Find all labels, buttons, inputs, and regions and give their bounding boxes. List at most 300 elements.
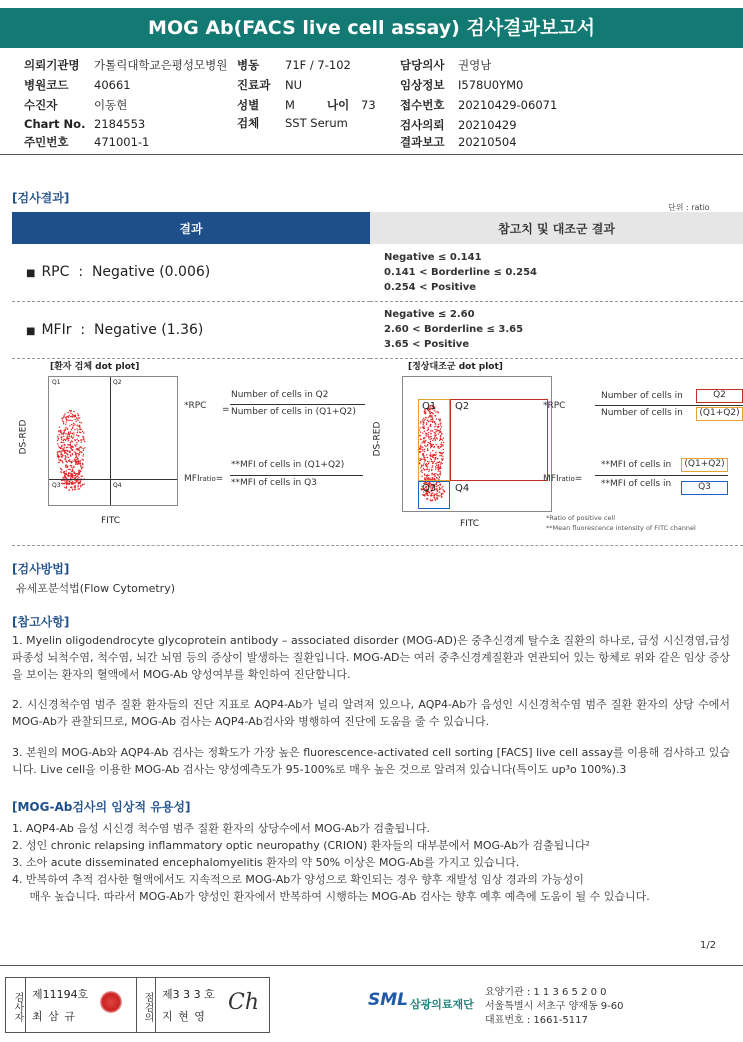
list-item: 매우 높습니다. 따라서 MOG-Ab가 양성인 환자에서 반복하여 시행하는 MOG-Ab 검사는 향후 예후 예측에 도움이 될 수 있습니다. xyxy=(12,890,650,903)
dot-mark xyxy=(61,437,62,438)
utility-list xyxy=(12,820,732,905)
dot-mark xyxy=(82,431,83,432)
dot-mark xyxy=(64,414,65,415)
sex: M xyxy=(285,98,295,112)
dot-mark xyxy=(76,459,77,460)
dot-mark xyxy=(72,433,73,434)
dot-mark xyxy=(78,426,79,427)
rpc-value: Negative (0.006) xyxy=(91,264,211,281)
dot-mark xyxy=(78,435,79,436)
dot-mark xyxy=(78,415,79,416)
reviewer-no: 제3 3 3 호 xyxy=(162,988,215,1001)
dot-mark xyxy=(65,452,66,453)
dot-mark xyxy=(69,415,70,416)
dot-mark xyxy=(60,460,61,461)
dot-mark xyxy=(66,470,67,471)
dot-mark xyxy=(68,440,69,441)
dot-mark xyxy=(73,411,74,412)
dot-mark xyxy=(80,446,81,447)
q1-label: Q1 xyxy=(52,379,61,386)
dot-mark xyxy=(74,440,75,441)
dot-mark xyxy=(84,447,85,448)
dot-mark xyxy=(67,466,68,467)
doctor-label: 담당의사 xyxy=(400,58,445,72)
dot-mark xyxy=(64,487,65,488)
dot-mark xyxy=(76,442,77,443)
dot-mark xyxy=(72,454,73,455)
doctor: 권영남 xyxy=(458,58,492,72)
dot-mark xyxy=(75,415,76,416)
reviewer-name: 지 현 영 xyxy=(162,1010,206,1023)
dot-mark xyxy=(75,489,76,490)
dot-mark xyxy=(61,433,62,434)
dot-mark xyxy=(66,421,67,422)
dot-mark xyxy=(83,448,84,449)
dot-mark xyxy=(67,428,68,429)
dot-mark xyxy=(71,483,72,484)
footnote-1: *Ratio of positive cell xyxy=(546,514,616,522)
footer-divider xyxy=(0,965,743,966)
dot-mark xyxy=(67,444,68,445)
dot-mark xyxy=(77,488,78,489)
company-info xyxy=(485,986,624,1028)
dot-mark xyxy=(83,450,84,451)
dot-mark xyxy=(69,425,70,426)
report-label: 결과보고 xyxy=(400,135,445,149)
utility-section-title: [MOG-Ab검사의 임상적 유용성] xyxy=(12,800,191,814)
dot-mark xyxy=(59,451,60,452)
report-title: MOG Ab(FACS live cell assay) 검사결과보고서 xyxy=(0,8,743,48)
dot-mark xyxy=(71,471,72,472)
dot-mark xyxy=(65,433,66,434)
dot-mark xyxy=(73,434,74,435)
dot-mark xyxy=(70,476,71,477)
dot-mark xyxy=(61,469,62,470)
dot-mark xyxy=(78,450,79,451)
dot-mark xyxy=(71,467,72,468)
dot-mark xyxy=(73,483,74,484)
dot-mark xyxy=(64,429,65,430)
dot-mark xyxy=(80,485,81,486)
dot-mark xyxy=(65,482,66,483)
table-row xyxy=(12,244,743,301)
dot-mark xyxy=(63,417,64,418)
dot-mark xyxy=(70,461,71,462)
mfir-name: MFIr xyxy=(41,321,72,338)
dot-mark xyxy=(61,450,62,451)
ward-label: 병동 xyxy=(237,58,260,72)
mfi-denominator: **MFI of cells in Q3 xyxy=(231,478,317,488)
chart-label: Chart No. xyxy=(24,117,86,131)
dot-mark xyxy=(70,411,71,412)
dot-mark xyxy=(77,425,78,426)
dot-mark xyxy=(61,456,62,457)
dot-mark xyxy=(73,467,74,468)
dot-mark xyxy=(75,461,76,462)
dot-mark xyxy=(80,466,81,467)
dot-mark xyxy=(71,487,72,488)
dot-mark xyxy=(72,453,73,454)
mfir-ref-positive: 3.65 < Positive xyxy=(384,339,470,350)
mfir-sep: : xyxy=(80,321,86,338)
dot-mark xyxy=(70,454,71,455)
q4-label: Q4 xyxy=(113,482,122,489)
dot-mark xyxy=(76,428,77,429)
mfi-formula-label: MFIratio= xyxy=(184,474,224,484)
rpc-reference xyxy=(370,244,743,301)
dot-mark xyxy=(62,455,63,456)
dot-mark xyxy=(63,423,64,424)
dot-mark xyxy=(70,431,71,432)
dot-mark xyxy=(70,413,71,414)
dot-mark xyxy=(58,459,59,460)
dot-mark xyxy=(81,439,82,440)
patient-name: 이동현 xyxy=(94,98,128,112)
dot-mark xyxy=(77,432,78,433)
q1-label: Q1 xyxy=(422,401,437,412)
dot-mark xyxy=(73,461,74,462)
dot-mark xyxy=(78,482,79,483)
dot-mark xyxy=(77,449,78,450)
dot-mark xyxy=(81,468,82,469)
dot-mark xyxy=(77,486,78,487)
dot-mark xyxy=(80,462,81,463)
dot-mark xyxy=(82,455,83,456)
dot-mark xyxy=(78,485,79,486)
dot-mark xyxy=(72,446,73,447)
dot-mark xyxy=(71,441,72,442)
rpc-denominator: Number of cells in (Q1+Q2) xyxy=(231,407,356,417)
dot-mark xyxy=(78,463,79,464)
id-no: 471001-1 xyxy=(94,135,150,149)
dot-mark xyxy=(69,481,70,482)
dot-mark xyxy=(60,432,61,433)
dot-mark xyxy=(71,448,72,449)
dot-mark xyxy=(58,462,59,463)
list-item: 1. AQP4-Ab 음성 시신경 척수염 범주 질환 환자의 상당수에서 MOG-Ab가 검출됩니다. xyxy=(12,822,430,835)
ctrl-rpc-num-prefix: Number of cells in xyxy=(601,391,683,401)
chart-no: 2184553 xyxy=(94,117,146,131)
dot-mark xyxy=(82,463,83,464)
dot-mark xyxy=(66,419,67,420)
dot-mark xyxy=(67,454,68,455)
control-dot-plot xyxy=(372,376,540,529)
dot-mark xyxy=(66,486,67,487)
dot-mark xyxy=(57,437,58,438)
dot-mark xyxy=(77,420,78,421)
dot-mark xyxy=(75,464,76,465)
dot-mark xyxy=(60,447,61,448)
specimen: SST Serum xyxy=(285,116,348,130)
method-section-title: [검사방법] xyxy=(12,562,70,576)
dot-mark xyxy=(66,453,67,454)
dot-mark xyxy=(79,452,80,453)
hospital-code-label: 병원코드 xyxy=(24,78,69,92)
dot-mark xyxy=(65,440,66,441)
age: 73 xyxy=(361,98,376,112)
dot-mark xyxy=(84,441,85,442)
mfi-label: MFI xyxy=(543,474,559,484)
sex-label: 성별 xyxy=(237,98,260,112)
rpc-formula-label: *RPC xyxy=(184,401,207,411)
q3-label: Q3 xyxy=(422,483,437,494)
control-plot-title: [정상대조군 dot plot] xyxy=(408,362,503,372)
x-axis-label: FITC xyxy=(101,516,121,526)
reference-para-2: 2. 시신경척수염 범주 질환 환자들의 진단 지표로 AQP4-Ab가 널리 알려져 있으나, AQP4-Ab가 음성인 시신경척수염 범주 질환 환자의 상당 수에서 MOG-Ab가 관찰되므로, MOG-Ab 검사는 AQP4-Ab검사와 병행하여 진단에 도움을 줄 수 있습니다. xyxy=(12,698,730,728)
dot-mark xyxy=(76,480,77,481)
dot-mark xyxy=(80,428,81,429)
dot-mark xyxy=(68,490,69,491)
dot-mark xyxy=(65,417,66,418)
dot-mark xyxy=(70,442,71,443)
dot-mark xyxy=(68,436,69,437)
dot-mark xyxy=(74,471,75,472)
dot-mark xyxy=(68,438,69,439)
dot-mark xyxy=(65,450,66,451)
specimen-label: 검체 xyxy=(237,116,260,130)
dot-mark xyxy=(68,469,69,470)
list-item: 4. 반복하여 추적 검사한 혈액에서도 지속적으로 MOG-Ab가 양성으로 확인되는 경우 향후 재발성 임상 경과의 가능성이 xyxy=(12,873,584,886)
rpc-ref-negative: Negative ≤ 0.141 xyxy=(384,251,482,263)
dot-mark xyxy=(80,482,81,483)
q2-label: Q2 xyxy=(113,379,122,386)
dot-mark xyxy=(66,474,67,475)
results-table xyxy=(12,212,743,359)
dot-mark xyxy=(79,483,80,484)
fraction-line xyxy=(230,475,363,476)
y-axis-label: DS-RED xyxy=(18,419,29,455)
reference-section-title: [참고사항] xyxy=(12,615,70,629)
dot-mark xyxy=(72,469,73,470)
dot-mark xyxy=(77,413,78,414)
dot-mark xyxy=(82,467,83,468)
dot-mark xyxy=(84,483,85,484)
mfi-sub: ratio xyxy=(199,475,216,483)
dot-mark xyxy=(61,453,62,454)
rpc-result xyxy=(12,244,370,301)
dot-mark xyxy=(71,420,72,421)
dot-mark xyxy=(69,451,70,452)
receipt-label: 접수번호 xyxy=(400,98,445,112)
dot-mark xyxy=(59,456,60,457)
dot-mark xyxy=(79,488,80,489)
dot-mark xyxy=(83,439,84,440)
dot-mark xyxy=(78,477,79,478)
dot-mark xyxy=(66,483,67,484)
dot-mark xyxy=(77,430,78,431)
mfir-value: Negative (1.36) xyxy=(94,321,204,338)
dot-mark xyxy=(73,432,74,433)
dot-mark xyxy=(58,457,59,458)
dot-mark xyxy=(65,467,66,468)
ctrl-rpc-numerator xyxy=(601,391,683,401)
dot-mark xyxy=(75,446,76,447)
rpc-sep: : xyxy=(78,264,84,281)
header-divider xyxy=(0,154,743,155)
col-reference: 참고치 및 대조군 결과 xyxy=(370,212,743,244)
dot-mark xyxy=(65,476,66,477)
dot-mark xyxy=(71,435,72,436)
dot-mark xyxy=(58,451,59,452)
dot-mark xyxy=(77,476,78,477)
q3-label: Q3 xyxy=(52,482,61,489)
dot-mark xyxy=(62,417,63,418)
ctrl-mfi-q1q2-box: (Q1+Q2) xyxy=(681,458,728,472)
dot-mark xyxy=(75,419,76,420)
hospital-code: 40661 xyxy=(94,78,131,92)
dot-mark xyxy=(76,434,77,435)
rpc-numerator: Number of cells in Q2 xyxy=(231,390,329,400)
clinical-label: 임상정보 xyxy=(400,78,445,92)
dot-mark xyxy=(63,442,64,443)
ctrl-rpc-denominator: Number of cells in xyxy=(601,408,683,418)
q2-label: Q2 xyxy=(455,401,470,412)
examiner-label: 검사자 xyxy=(6,978,26,1032)
ctrl-mfi-numerator: **MFI of cells in xyxy=(601,460,672,470)
dot-mark xyxy=(83,454,84,455)
company-name: 삼광의료재단 xyxy=(410,998,474,1011)
x-axis-label: FITC xyxy=(460,519,480,529)
dot-mark xyxy=(62,462,63,463)
dot-mark xyxy=(63,440,64,441)
table-header xyxy=(12,212,743,244)
fraction-line xyxy=(230,404,365,405)
dot-mark xyxy=(60,468,61,469)
dot-mark xyxy=(83,459,84,460)
dot-mark xyxy=(74,424,75,425)
dot-mark xyxy=(77,453,78,454)
list-item: 2. 성인 chronic relapsing inflammatory optic neuropathy (CRION) 환자들의 대부분에서 MOG-Ab가 검출됩니다² xyxy=(12,839,590,852)
dot-mark xyxy=(72,475,73,476)
dot-mark xyxy=(73,423,74,424)
rpc-ref-borderline: 0.141 < Borderline ≤ 0.254 xyxy=(384,266,537,278)
dot-mark xyxy=(75,457,76,458)
dot-mark xyxy=(78,440,79,441)
dot-mark xyxy=(78,473,79,474)
mfir-ref-negative: Negative ≤ 2.60 xyxy=(384,309,475,320)
dot-mark xyxy=(70,420,71,421)
mfi-label: MFI xyxy=(184,474,200,484)
dot-mark xyxy=(79,447,80,448)
patient-dot-plot xyxy=(18,376,186,528)
institution: 가톨릭대학교은평성모병원 xyxy=(94,58,228,72)
dot-mark xyxy=(72,481,73,482)
dot-mark xyxy=(66,456,67,457)
dot-mark xyxy=(57,436,58,437)
dept: NU xyxy=(285,78,303,92)
dot-mark xyxy=(69,459,70,460)
age-label: 나이 xyxy=(327,98,350,112)
col-result: 결과 xyxy=(12,212,370,244)
dot-mark xyxy=(65,456,66,457)
company-phone: 대표번호 : 1661-5117 xyxy=(485,1015,588,1026)
dot-mark xyxy=(64,480,65,481)
rpc-ref-positive: 0.254 < Positive xyxy=(384,281,477,293)
dot-mark xyxy=(75,462,76,463)
dot-mark xyxy=(81,442,82,443)
dot-mark xyxy=(79,422,80,423)
dot-mark xyxy=(81,485,82,486)
dot-mark xyxy=(80,460,81,461)
dot-mark xyxy=(69,452,70,453)
signature: Ch xyxy=(228,990,260,1015)
ctrl-q1q2-box: (Q1+Q2) xyxy=(696,407,743,421)
dot-mark xyxy=(61,448,62,449)
dot-mark xyxy=(74,429,75,430)
dot-mark xyxy=(57,443,58,444)
request-label: 검사의뢰 xyxy=(400,118,445,132)
fraction-line xyxy=(595,475,728,476)
results-section-title: [검사결과] xyxy=(12,191,70,205)
dot-mark xyxy=(63,439,64,440)
dot-mark xyxy=(65,465,66,466)
dot-mark xyxy=(83,438,84,439)
dot-mark xyxy=(72,414,73,415)
dot-mark xyxy=(67,420,68,421)
dot-mark xyxy=(76,444,77,445)
patient-label: 수진자 xyxy=(24,98,58,112)
examiner-name: 최 삼 규 xyxy=(32,1010,76,1023)
dot-mark xyxy=(68,472,69,473)
dot-mark xyxy=(65,427,66,428)
dot-mark xyxy=(73,466,74,467)
rpc-name: RPC xyxy=(41,264,70,281)
dot-mark xyxy=(70,475,71,476)
ctrl-rpc-label: *RPC xyxy=(543,401,566,411)
bullet-icon: ■ xyxy=(26,268,36,280)
dot-mark xyxy=(60,430,61,431)
ctrl-mfi-denominator: **MFI of cells in xyxy=(601,479,672,489)
dot-mark xyxy=(80,470,81,471)
dept-label: 진료과 xyxy=(237,78,271,92)
id-label: 주민번호 xyxy=(24,135,69,149)
quadrant-h-line xyxy=(49,479,177,480)
dot-mark xyxy=(68,432,69,433)
dot-mark xyxy=(63,436,64,437)
dot-mark xyxy=(68,475,69,476)
mfir-ref-borderline: 2.60 < Borderline ≤ 3.65 xyxy=(384,324,524,335)
dot-mark xyxy=(70,433,71,434)
reviewer-label: 점검의 xyxy=(136,978,156,1032)
bullet-icon: ■ xyxy=(26,325,36,337)
dot-mark xyxy=(82,476,83,477)
dot-mark xyxy=(83,436,84,437)
dot-mark xyxy=(72,450,73,451)
dot-mark xyxy=(83,432,84,433)
dot-mark xyxy=(76,473,77,474)
dot-mark xyxy=(79,461,80,462)
footnote-2: **Mean fluorescence intensity of FITC channel xyxy=(546,524,696,532)
reference-para-1: 1. Myelin oligodendrocyte glycoprotein antibody – associated disorder (MOG-AD)은 중추신경계 탈수초 질환의 하나로, 급성 시신경염,급성파종성 뇌척수염, 척수염, 뇌간 뇌염 등의 증상이 발생하는 질환입니다. MOG-AD는 여러 중추신경계질환과 연관되어 있는 항체로 위와 같은 임상 증상을 보이는 환자의 혈액에서 MOG-Ab 양성여부를 확인하여 진단합니다. xyxy=(12,634,730,681)
dot-mark xyxy=(64,445,65,446)
dot-mark xyxy=(69,461,70,462)
dot-mark xyxy=(75,475,76,476)
ctrl-mfi-label: MFIratio= xyxy=(543,474,583,484)
dot-mark xyxy=(71,429,72,430)
dot-mark xyxy=(58,445,59,446)
dot-mark xyxy=(75,477,76,478)
dot-mark xyxy=(63,421,64,422)
sml-logo: SML xyxy=(368,990,408,1010)
dot-mark xyxy=(68,416,69,417)
reference-para-3: 3. 본원의 MOG-Ab와 AQP4-Ab 검사는 정확도가 가장 높은 fluorescence-activated cell sorting [FACS] live cell assay를 이용해 검사하고 있습니다. Live cell을 이용한 MOG-Ab 검사는 양성예측도가 95-100%로 매우 높은 것으로 알려져 있습니다(특이도 up³ο 100%).3 xyxy=(12,746,730,776)
dot-mark xyxy=(63,415,64,416)
dot-mark xyxy=(65,458,66,459)
dot-mark xyxy=(70,445,71,446)
dot-mark xyxy=(67,451,68,452)
dot-mark xyxy=(71,424,72,425)
dot-mark xyxy=(77,418,78,419)
